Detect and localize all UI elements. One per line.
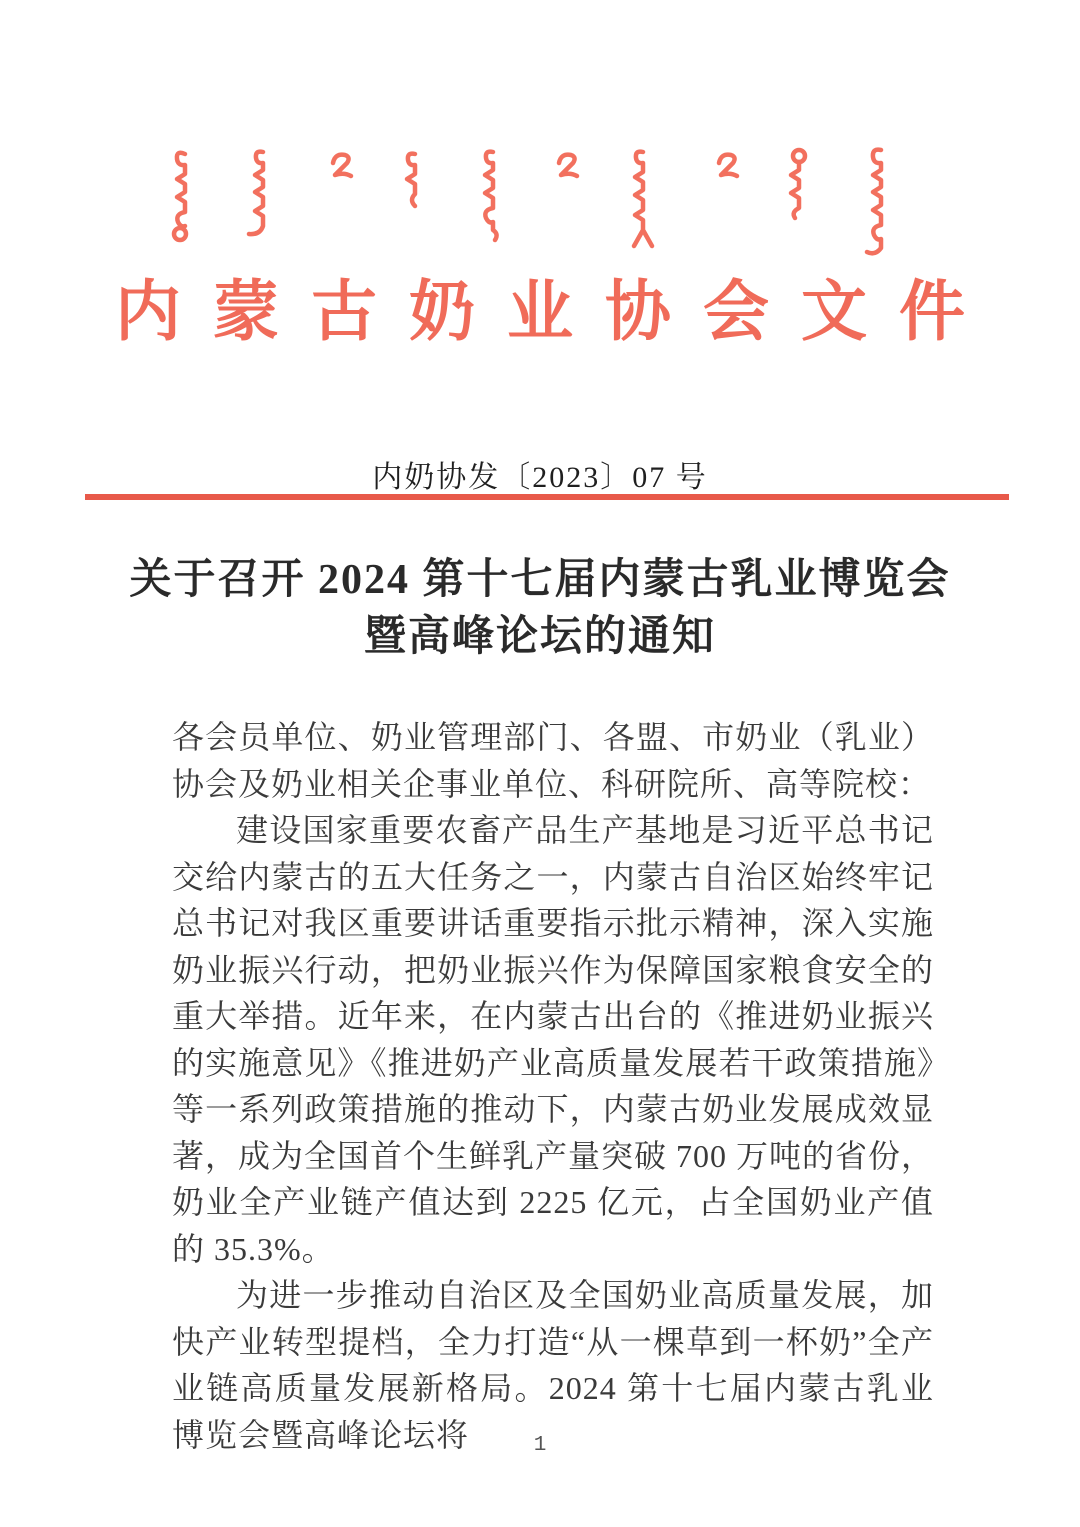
body-paragraph-1: 建设国家重要农畜产品生产基地是习近平总书记交给内蒙古的五大任务之一，内蒙古自治区始终牢记总书记对我区重要讲话重要指示批示精神，深入实施奶业振兴行动，把奶业振兴作为保障国家粮食安全的重大举措。近年来，在内蒙古出台的《推进奶业振兴的实施意见》《推进奶产业高质量发展若干政策措施》等一系列政策措施的推动下，内蒙古奶业发展成效显著，成为全国首个生鲜乳产量突破 700 万吨的省份，奶业全产业链产值达到 2225 亿元，占全国奶业产值的 35.3%。 — [172, 812, 935, 1267]
document-title — [0, 552, 1080, 666]
document-title-line2: 暨高峰论坛的通知 — [363, 614, 716, 660]
salutation: 各会员单位、奶业管理部门、各盟、市奶业（乳业）协会及奶业相关企事业单位、科研院所、高等院校： — [172, 719, 934, 802]
document-body — [172, 714, 934, 1458]
document-title-line1: 关于召开 2024 第十七届内蒙古乳业博览会 — [129, 557, 951, 603]
org-title: 内蒙古奶业协会文件 — [115, 276, 997, 349]
red-divider-rule — [85, 494, 1009, 500]
mongolian-script-header — [163, 146, 923, 258]
body-paragraph-2: 为进一步推动自治区及全国奶业高质量发展，加快产业转型提档，全力打造“从一棵草到一杯奶”全产业链高质量发展新格局。2024 第十七届内蒙古乳业博览会暨高峰论坛将 — [172, 1277, 934, 1453]
mongolian-script-icon — [163, 146, 923, 258]
page-number: 1 — [533, 1434, 547, 1457]
doc-number: 内奶协发〔2023〕07 号 — [372, 461, 708, 494]
